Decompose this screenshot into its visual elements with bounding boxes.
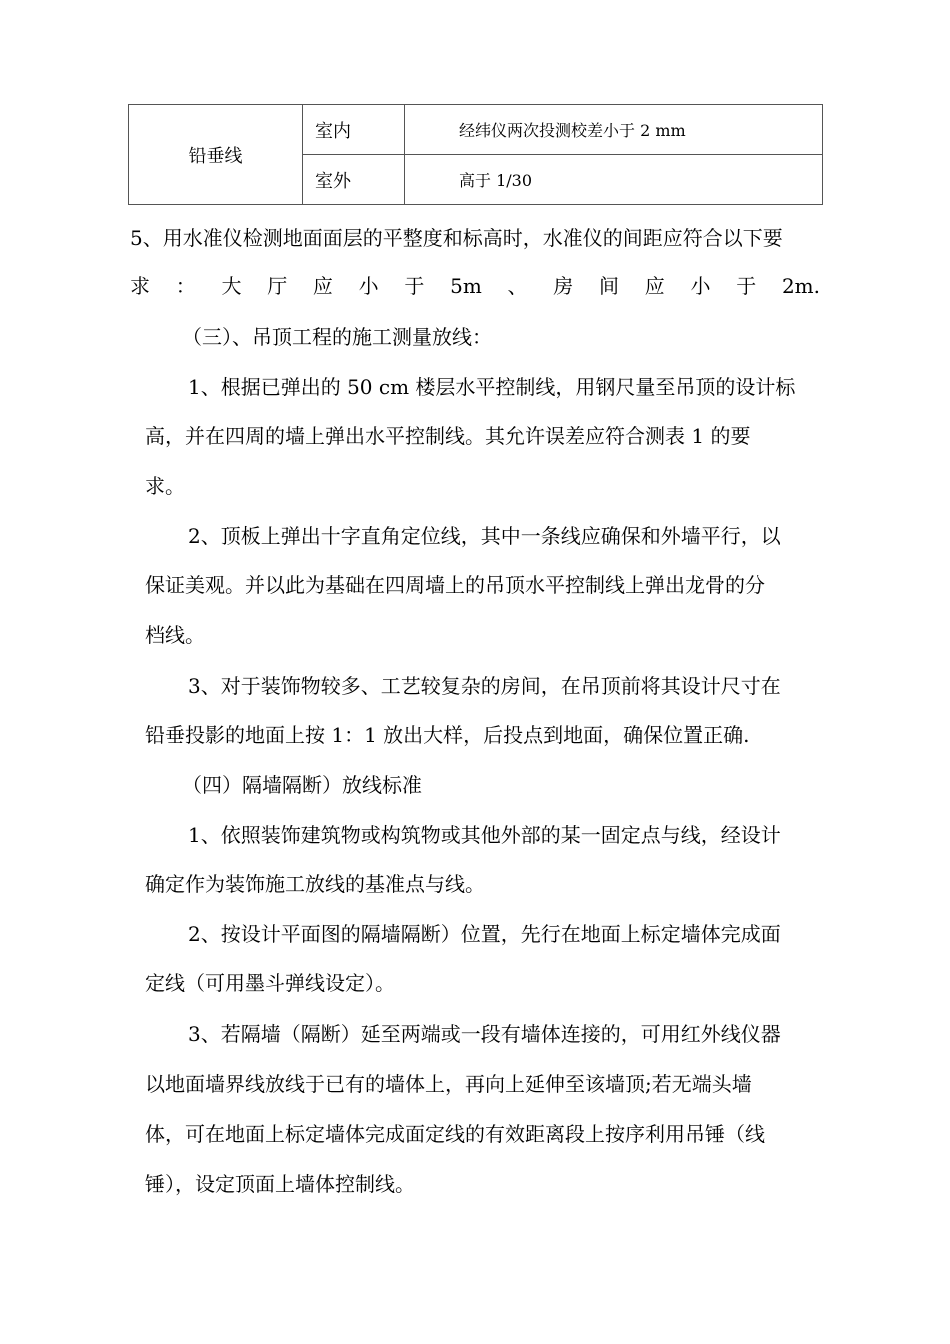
section-4-para-3-line-2: 以地面墙界线放线于已有的墙体上，再向上延伸至该墙顶;若无端头墙 (145, 1072, 752, 1096)
section-3-para-3-line-1: 3、对于装饰物较多、工艺较复杂的房间，在吊顶前将其设计尺寸在 (188, 674, 781, 698)
section-4-para-2-line-1: 2、按设计平面图的隔墙隔断）位置，先行在地面上标定墙体完成面 (188, 922, 781, 946)
section-3-para-1-line-2: 高，并在四周的墙上弹出水平控制线。其允许误差应符合测表 1 的要 (145, 424, 751, 448)
section-4-para-1-line-1: 1、依照装饰建筑物或构筑物或其他外部的某一固定点与线，经设计 (188, 823, 781, 847)
tolerance-table (128, 104, 823, 205)
table-cell-requirement: 经纬仪两次投测校差小于 2 mm (405, 105, 823, 155)
table-cell-location: 室外 (303, 155, 405, 205)
section-4-title: （四）隔墙隔断）放线标准 (182, 773, 422, 797)
section-4-para-3-line-3: 体，可在地面上标定墙体完成面定线的有效距离段上按序利用吊锤（线 (145, 1122, 765, 1146)
section-4-para-3-line-1: 3、若隔墙（隔断）延至两端或一段有墙体连接的，可用红外线仪器 (188, 1022, 781, 1046)
section-4-para-3-line-4: 锤），设定顶面上墙体控制线。 (145, 1172, 415, 1196)
table-cell-requirement: 高于 1/30 (405, 155, 823, 205)
table-cell-location: 室内 (303, 105, 405, 155)
paragraph-5-line-1: 5、用水准仪检测地面面层的平整度和标高时，水准仪的间距应符合以下要 (130, 226, 783, 250)
section-3-para-3-line-2: 铅垂投影的地面上按 1：1 放出大样，后投点到地面，确保位置正确. (145, 723, 750, 747)
section-4-para-2-line-2: 定线（可用墨斗弹线设定）。 (145, 971, 395, 995)
table-cell-item: 铅垂线 (129, 105, 303, 205)
section-3-para-2-line-3: 档线。 (145, 623, 205, 647)
paragraph-5-line-2: 求：大厅应小于5m、房间应小于2m. (130, 274, 820, 298)
section-3-title: （三）、吊顶工程的施工测量放线： (182, 325, 492, 349)
section-3-para-1-line-3: 求。 (145, 474, 185, 498)
section-3-para-2-line-2: 保证美观。并以此为基础在四周墙上的吊顶水平控制线上弹出龙骨的分 (145, 573, 765, 597)
section-4-para-1-line-2: 确定作为装饰施工放线的基准点与线。 (145, 872, 485, 896)
table-row (129, 105, 823, 155)
section-3-para-1-line-1: 1、根据已弹出的 50 cm 楼层水平控制线，用钢尺量至吊顶的设计标 (188, 375, 796, 399)
section-3-para-2-line-1: 2、顶板上弹出十字直角定位线，其中一条线应确保和外墙平行，以 (188, 524, 781, 548)
